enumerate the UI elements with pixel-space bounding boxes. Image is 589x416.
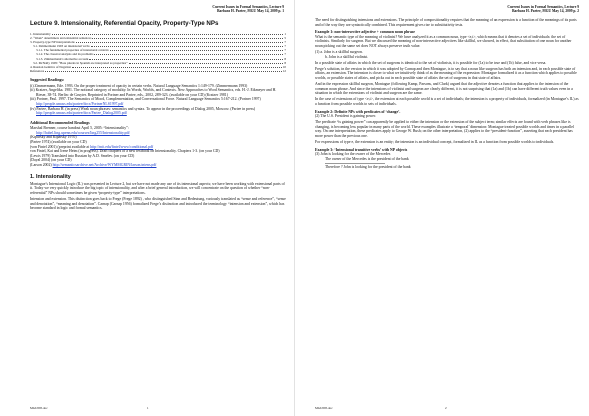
example-sentences [315, 50, 579, 59]
example-sentences [315, 152, 579, 169]
example-line: The owner of the Mercedes is the president of the bank [325, 156, 409, 161]
header-author: Barbara H. Partee, MGU May 14, 2009 p. 2 [512, 9, 579, 14]
toc-leader-dots [72, 65, 282, 68]
example-line: (2) The U.S. President is gaining power. [315, 114, 376, 119]
toc-entry-title: 2. “Weak” determiners and existential sentences [30, 36, 92, 41]
paragraph: What is the semantic type of the meaning of violinist? We have analyzed it as a common noun, type <e,t>, which means that it denotes a set of individuals: the set of violinists. Similarly for surgeon. But we discussed the meaning of non-intersective adjectives like skillful, we showed, in effect, that substitution of one noun for another noun picking out the same set does NOT always preserve truth value. [315, 34, 572, 48]
toc-leader-dots [92, 36, 283, 39]
additional-readings-heading: Additional Recommended Readings [30, 120, 90, 125]
paragraph: In the case of extensions of type <e,t>, the extension at each possible world is a set of individuals; the intension is a property of individuals, formalized (in Montague’s IL) as a function from possible worlds to sets of individuals. [315, 97, 579, 106]
toc-entry-title: 3.1. Zimmermann 1993 on intensional verbs [33, 44, 90, 49]
reading-link[interactable]: http://people.umass.edu/partee/docs/PortnerNLS1997.pdf [36, 101, 124, 106]
toc-entry-page: 7 [284, 52, 286, 57]
toc-entry-title: References [30, 68, 45, 73]
paragraph: Frege’s solution, in the version in which it was adopted by Carnap and then Montague, is to say that a noun like surgeon has both an intension and, in each possible state of affairs, an extension. The intension is closer to what we intuitively think of as the meaning of the expression: Montague formalized it as a function which applies to possible worlds, or possible states of affairs, and picks out in each possible state of affairs the set of surgeons in that state of affairs. [315, 66, 577, 81]
toc-entry-page: 8 [284, 60, 286, 65]
page-1-content [30, 18, 286, 212]
toc-leader-dots [91, 44, 284, 47]
toc-entry-title: 4. Russian Genitive of Negation [30, 64, 71, 69]
reading-link[interactable]: http://semanticsarchive.net/Archive/WYMMGRIN/larson.intens.pdf [52, 163, 157, 168]
paragraph: And in the expression skillful surgeon, Montague (following Kamp, Parsons, and Clark) argued that the adjective denotes a function that applies to the intension of the common noun phrase. And since the intensions of violinist and surgeon are clearly different, it is not surprising that (1a) and (1b) can have different truth values even in a situation in which the extensions of violinist and surgeon are the same. [315, 82, 573, 96]
toc-leader-dots [45, 69, 282, 72]
toc-entry-page: 7 [284, 40, 286, 45]
toc-entry-title: 3.2. McNally 1995: “Bare plurals in Spanish are interpreted as properties” [33, 60, 128, 65]
toc-leader-dots [52, 32, 284, 35]
footer-page-number: 1 [147, 406, 149, 410]
example-heading: Example 3: ‘Intensional transitive verbs’ with NP objects [315, 147, 408, 152]
toc-leader-dots [76, 40, 284, 43]
reading-item: (Dayal 2004) (on your CD) [30, 158, 72, 163]
toc-entry-page: 7 [284, 48, 286, 53]
page-2-content [315, 18, 579, 171]
header-author: Barbara H. Partee, MGU May 14, 2009 p. 1 [217, 9, 284, 14]
page-1 [0, 0, 294, 416]
reading-item: (Larson 2002) http://semanticsarchive.net/Archive/WYMMGRIN/larson.intens.pdf [30, 163, 157, 168]
toc-entry-page: 5 [284, 36, 286, 41]
reading-item: (iv) Partee, Barbara H. (in press) Weak noun phrases: semantics and syntax. To appear in the proceedings of Dialog 2005, Moscow. (Partee in press) http://people.umass.edu/partee/docs/Partee_Dialog2005.pdf [30, 106, 256, 116]
toc-entry-title: 3.1.3. Zimmermann’s alternative account [36, 56, 89, 61]
toc-leader-dots [94, 52, 283, 55]
reading-item: (Partee 1974) (available on your CD) [30, 140, 87, 145]
toc-entry-page: 12 [282, 68, 286, 73]
paragraph: Montague’s Intensional Logic (IL) was presented in Lecture 2, but we have not made any use of its intensional aspects; we have been working with extensional parts of it. Today we very quickly introduce the big topic of intensionality, and after a brief general introduction, we will concentrate on the question of whether “non-referential” NPs should sometimes be given “property-type” interpretations. [30, 181, 285, 195]
paragraph: For expressions of type e, the extension is an entity; the intension is an individual concept, formalized in IL as a function from possible worlds to individuals. [315, 140, 555, 145]
toc-entry-title: 1. Intensionality [30, 32, 51, 36]
page-header [212, 5, 284, 14]
reading-item: (ii) Kratzer, Angelika. 1981. The notional category of modality. In Words, Worlds, and Contexts. New Approaches to Word Semantics, eds. H.-J. Eikmeyer and H. Rieser, 38-74. Berlin: de Gruyter. Reprinted in Portner and Partee, eds., 2002, 289-323. (available on your CD) (Kratzer 1981) [30, 88, 277, 97]
toc-leader-dots [110, 48, 284, 51]
paragraph: The need for distinguishing intensions and extensions. The principle of compositionality requires that the meaning of an expression is a function of the meanings of its parts and of the way they are syntactically combined. This requirement gives rise to substitutivity tests. [315, 18, 577, 27]
reading-item: (i) Zimmermann, Ede. 1993. On the proper treatment of opacity in certain verbs. Natural Language Semantics 1:149-179. (Zimmermann 1993) [30, 83, 248, 88]
reading-item: (iii) Portner, Paul. 1997. The Semantics of Mood, Complementation, and Conversational Force. Natural Language Semantics 5:167-212. (Portner 1997) http://people.umass.edu/partee/docs/PortnerNLS1997.pdf [30, 97, 261, 106]
section-title: 1. Intensionality [30, 173, 71, 180]
inference-line [325, 163, 385, 164]
reading-link[interactable]: http://people.umass.edu/partee/docs/Partee_Dialog2005.pdf [36, 111, 127, 116]
paragraph: In a possible state of affairs in which the set of surgeons is identical to the set of violinists, it is possible for (1a) to be true and (1b) false, and vice versa. [315, 60, 547, 65]
toc-entry-title: 3.1.2. The classical analysis and its problems [36, 52, 94, 57]
footer-filename: MGU095.doc [315, 406, 333, 410]
reading-item: Marshal Brenner, course handout April 5, 2005: “Intensionality”: http://babel.ling.upenn.edu/courses/ling255/Intensionality.pdf [30, 126, 130, 135]
reading-item: (Kipursky and Kiparsky 1970) [30, 135, 77, 140]
toc-entry-title: 3.1.1. The fundamental properties of intensional contexts [36, 48, 109, 53]
toc-entry-page: 10 [282, 64, 286, 69]
header-course: Current Issues in Formal Semantics, Lecture 9 [212, 5, 284, 9]
toc-entry-page: 8 [284, 56, 286, 61]
toc-entry-title: 3. Property-type NP interpretations [30, 40, 75, 45]
reading-link[interactable]: http://babel.ling.upenn.edu/courses/ling255/Intensionality.pdf [36, 130, 130, 135]
toc-leader-dots [129, 61, 284, 64]
example-line: (3) John is looking for the owner of the Mercedes [315, 152, 391, 157]
paragraph: The predicate “is gaining power” can apparently be applied to either the intension or the extension of the subject term; similar effects are found with verb phrases like is changing, is becoming less popular in many parts of the world. These examples illustrate a ‘temporal’ dimension: Montague treated possible worlds and times in a parallel way. On one interpretation, these predicates apply to George W. Bush; on the other interpretation, (2) applies to the “president-function”, asserting that each president has more power than the previous one. [315, 120, 574, 139]
toc-leader-dots [89, 57, 283, 60]
reading-item: (von Fintel 2001) (preprint available at http://mit.edu/fintel/www/conditional.pdf [30, 144, 154, 149]
example-heading: Example 2: Definite NPs with predicates of ‘change’. [315, 109, 401, 114]
reading-item: (Lewis 1979) Translated into Russian by A.D. Smelev. (on your CD) [30, 153, 135, 158]
toc-entry[interactable] [30, 69, 286, 73]
example-heading: Example 1: non-intersective adjective + common noun phrase [315, 30, 415, 35]
footer-filename: MGU095.doc [30, 406, 48, 410]
reading-item: von Fintel, Kai and Irene Heim (in progress). Draft chapters of a new textbook on Intensionality. Chapters 1-3. (on your CD) [30, 149, 220, 154]
page-header [507, 5, 579, 14]
toc-entry-page: 1 [284, 32, 286, 36]
page-2 [295, 0, 589, 416]
table-of-contents [30, 32, 286, 73]
example-line: b. John is a skillful violinist. [325, 54, 369, 59]
example-line: (1) a. John is a skillful surgeon. [315, 50, 363, 55]
footer-page-number: 2 [445, 406, 447, 410]
example-line: Therefore ? John is looking for the president of the bank [325, 164, 411, 169]
lecture-title: Lecture 9. Intensionality, Referential Opacity, Property-Type NPs [30, 20, 219, 27]
suggested-readings-heading: Suggested Readings: [30, 77, 65, 82]
header-course: Current Issues in Formal Semantics, Lecture 9 [507, 5, 579, 9]
paragraph: Intension and extension. This distinction goes back to Frege (Frege 1892) , who distinguished Sinn and Bedeutung, variously translated as “sense and reference”, “sense and denotation”, “meaning and denotation”. Carnap (Carnap 1956) formalized Frege’s distinction and introduced the terminology “intension and extension”, which has become standard in logic and formal semantics. [30, 196, 286, 211]
toc-entry-page: 7 [284, 44, 286, 49]
reading-link[interactable]: http://mit.edu/fintel/www/conditional.pdf [90, 144, 154, 149]
